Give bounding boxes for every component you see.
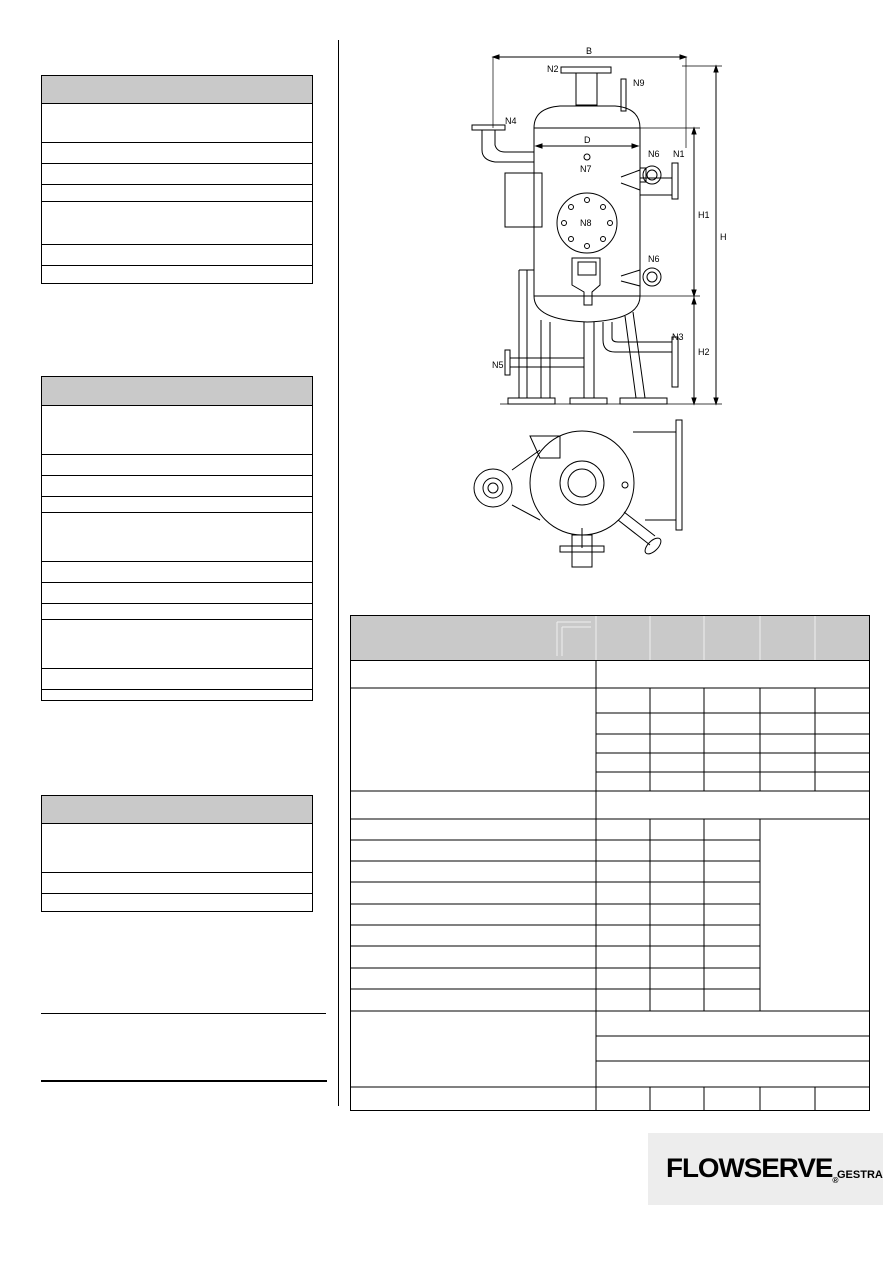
table-row [42,513,312,562]
table-row [42,455,312,476]
label-n3: N3 [672,332,684,342]
label-b: B [586,46,593,56]
table-row [42,669,312,690]
table-row [42,476,312,497]
column-divider [338,40,339,1106]
vessel-drawing [460,40,740,580]
label-n7: N7 [580,164,592,174]
table-row [42,266,312,286]
table-row [42,583,312,604]
label-h1: H1 [698,210,710,220]
table-row [42,824,312,873]
table-row [42,104,312,143]
label-d: D [584,135,591,145]
label-n4: N4 [505,116,517,126]
brand-logo [648,1133,883,1205]
label-n8: N8 [580,218,592,228]
table-row [42,562,312,583]
left-table-2 [41,376,313,701]
table-header [42,76,312,104]
registered-mark: ® [832,1176,838,1185]
note-bottom-rule [41,1080,327,1082]
label-h2: H2 [698,347,710,357]
table-row [42,406,312,455]
label-n5: N5 [492,360,504,370]
table-row [42,620,312,669]
note-top-rule [41,1013,326,1014]
flowserve-logo [666,1153,837,1185]
label-n2: N2 [547,64,559,74]
label-n6-bottom: N6 [648,254,660,264]
table-row [42,690,312,709]
table-row [42,873,312,894]
dimension-table [350,615,871,1111]
table-row [42,164,312,185]
table-row [42,143,312,164]
table-row [42,894,312,913]
table-row [42,202,312,245]
label-h: H [720,232,727,242]
left-table-3 [41,795,313,912]
label-n9: N9 [633,78,645,88]
label-n1: N1 [673,149,685,159]
table-row [42,497,312,513]
table-header [42,796,312,824]
flowserve-wordmark: FLOWSERVE [666,1153,833,1183]
left-table-1 [41,75,313,284]
gestra-logo: GESTRA [837,1169,883,1181]
table-row [42,245,312,266]
label-n6-top: N6 [648,149,660,159]
table-row [42,185,312,202]
table-header [42,377,312,406]
table-row [42,604,312,620]
